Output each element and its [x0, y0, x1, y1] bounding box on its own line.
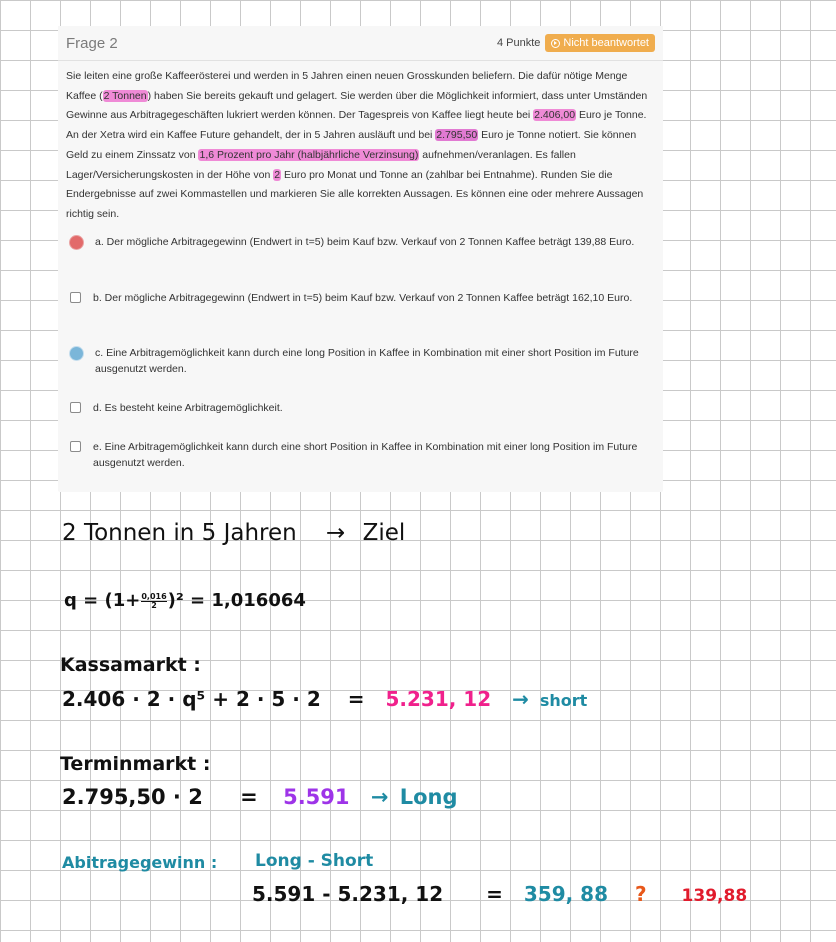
question-text-segment: Euro je Tonne notiert. Sie können Geld zu einem Zinssatz von [66, 129, 637, 161]
highlight: 2 Tonnen [103, 89, 147, 102]
option-b-checkbox[interactable] [70, 292, 81, 303]
highlight: 1,6 Prozent pro Jahr (halbjährliche Verzinsung) [199, 148, 419, 161]
play-circle-icon [551, 39, 560, 48]
q-formula-lhs: q = (1+ [64, 590, 141, 611]
kassa-formula: 2.406 · 2 · q⁵ + 2 · 5 · 2 [62, 687, 321, 711]
kassa-line [62, 687, 587, 711]
question-text-segment: Euro je Tonne. An der Xetra wird ein Kaffee Future gehandelt, der in 5 Jahren ausläuft und bei [66, 109, 647, 142]
highlight: 2.406,00 [534, 109, 576, 122]
arb-question: ? [634, 882, 647, 906]
termin-line [62, 785, 458, 809]
option-c[interactable] [70, 345, 650, 377]
kassa-title: Kassamarkt : [60, 654, 201, 676]
q-fraction-num: 0,016 [141, 591, 167, 601]
kassa-arrow: → [512, 687, 529, 711]
points-label: 4 Punkte [496, 37, 541, 49]
question-text-segment: Euro pro Monat und Tonne an (zahlbar bei Entnahme). Runden Sie die Endergebnisse auf zwei Kommastellen und markieren Sie alle korrekten Aussagen. Es können eine oder mehrere Aussagen richtig sein. [66, 168, 644, 220]
notes-heading-target: Ziel [362, 520, 406, 546]
termin-equals: = [240, 785, 258, 809]
arrow-icon: → [326, 520, 346, 546]
option-d-checkbox[interactable] [70, 402, 81, 413]
option-d[interactable] [70, 400, 650, 416]
option-e[interactable] [70, 439, 650, 471]
arb-result: 359, 88 [523, 882, 608, 906]
termin-arrow: → [370, 785, 389, 809]
kassa-equals: = [347, 687, 365, 711]
arb-title: Abitragegewinn : [62, 853, 218, 872]
status-text: Nicht beantwortet [563, 37, 649, 49]
option-e-checkbox[interactable] [70, 441, 81, 452]
highlight: 2 [274, 168, 281, 181]
q-fraction [141, 593, 166, 610]
question-header [58, 26, 663, 61]
termin-result: 5.591 [283, 785, 350, 809]
highlight: 2.795,50 [436, 129, 478, 142]
q-formula [64, 590, 306, 611]
arb-line [252, 882, 747, 906]
arb-target: 139,88 [681, 886, 748, 906]
question-text-segment: aufnehmen/veranlagen. Es fallen Lager/Versicherungskosten in der Höhe von [66, 148, 576, 181]
option-a-label: a. Der mögliche Arbitragegewinn (Endwert in t=5) beim Kauf bzw. Verkauf von 2 Tonnen Kaffee beträgt 139,88 Euro. [95, 236, 635, 248]
option-b[interactable] [70, 290, 650, 306]
option-c-label: c. Eine Arbitragemöglichkeit kann durch eine long Position in Kaffee in Kombination mit einer short Position im Future ausgenutzt werden. [95, 347, 639, 375]
question-card [58, 26, 663, 492]
arb-label: Long - Short [255, 851, 374, 871]
q-formula-rhs: )² = 1,016064 [167, 590, 306, 611]
question-text [58, 61, 663, 225]
option-b-label: b. Der mögliche Arbitragegewinn (Endwert in t=5) beim Kauf bzw. Verkauf von 2 Tonnen Kaffee beträgt 162,10 Euro. [93, 292, 633, 304]
termin-formula: 2.795,50 · 2 [62, 785, 203, 809]
question-text-segment: ) haben Sie bereits gekauft und gelagert. Sie werden über die Möglichkeit informiert, dass unter Umständen Gewinne aus Arbitragegeschäften lukriert werden können. Der Tagespreis von Kaffee liegt heute bei [66, 89, 648, 122]
option-d-label: d. Es besteht keine Arbitragemöglichkeit. [93, 402, 283, 414]
notes-heading [62, 520, 405, 546]
arb-formula: 5.591 - 5.231, 12 [252, 882, 444, 906]
option-c-checkbox[interactable] [70, 347, 83, 360]
q-fraction-den: 2 [151, 600, 157, 610]
question-title: Frage 2 [66, 34, 118, 52]
termin-position: Long [399, 785, 458, 809]
option-e-label: e. Eine Arbitragemöglichkeit kann durch eine short Position in Kaffee in Kombination mit einer long Position im Future ausgenutzt werden. [93, 441, 638, 469]
status-badge [545, 34, 655, 52]
kassa-position: short [539, 691, 588, 710]
option-a-checkbox[interactable] [70, 236, 83, 249]
notes-heading-text: 2 Tonnen in 5 Jahren [62, 520, 297, 546]
arb-equals: = [486, 882, 503, 906]
termin-title: Terminmarkt : [60, 753, 211, 775]
option-a[interactable] [70, 234, 650, 250]
question-text-segment: Sie leiten eine große Kaffeerösterei und werden in 5 Jahren einen neuen Grosskunden beliefern. Die dafür nötige Menge Kaffee ( [66, 70, 628, 102]
kassa-result: 5.231, 12 [385, 687, 492, 711]
